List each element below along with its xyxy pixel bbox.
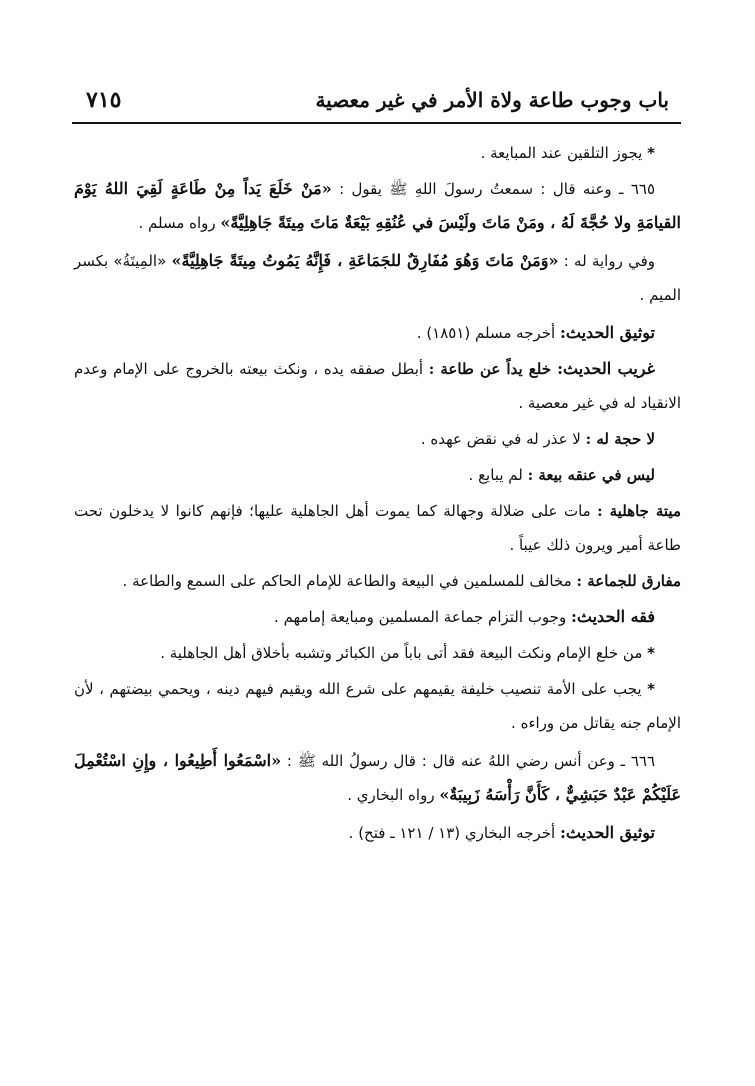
- paragraph-text: يجب على الأمة تنصيب خليفة يقيمهم على شرع الله ويقيم فيهم دينه ، ويحمي بيضتهم ، لأن الإمام جنه يقاتل من وراءه .: [74, 680, 681, 732]
- glossary-term: لا حجة له :: [585, 430, 655, 448]
- variant-note: «المِيتَةُ» بكسر الميم .: [74, 252, 681, 304]
- glossary-entry: [74, 422, 681, 456]
- hadith-vocabulary: [74, 352, 681, 420]
- section-heading: غريب الحديث:: [557, 359, 656, 378]
- hadith-quote: «اسْمَعُوا أَطِيعُوا ، وإِنِ اسْتُعْمِلَ عَلَيْكُمْ عَبْدٌ حَبَشِيٌّ ، كَأَنَّ رَأْسَهُ زَبِيبَةٌ»: [74, 751, 681, 804]
- bullet-paragraph: [74, 672, 681, 740]
- paragraph-text: يجوز التلقين عند المبايعة .: [480, 144, 643, 162]
- section-heading: توثيق الحديث:: [559, 323, 655, 342]
- variant-intro: وفي رواية له :: [558, 252, 655, 270]
- glossary-term: خلع يداً عن طاعة :: [428, 360, 558, 378]
- header-divider: [72, 122, 681, 124]
- hadith-source: رواه البخاري .: [347, 786, 440, 804]
- paragraph-text: أخرجه مسلم (١٨٥١) .: [416, 324, 560, 342]
- page-number: ٧١٥: [86, 87, 122, 113]
- page-header: [86, 80, 669, 120]
- glossary-entry: [74, 458, 681, 492]
- glossary-definition: أبطل صفقه يده ، ونكث بيعته بالخروج على الإمام وعدم الانقياد له في غير معصية .: [74, 360, 681, 412]
- hadith-666: [74, 744, 681, 812]
- glossary-entry: [74, 564, 681, 598]
- paragraph-text: وجوب التزام جماعة المسلمين ومبايعة إمامهم .: [274, 608, 571, 626]
- section-heading: توثيق الحديث:: [559, 823, 655, 842]
- chapter-title: باب وجوب طاعة ولاة الأمر في غير معصية: [315, 88, 669, 112]
- glossary-term: مفارق للجماعة :: [576, 572, 681, 590]
- bullet-paragraph: [74, 636, 681, 670]
- bullet-star: *: [647, 144, 655, 162]
- paragraph-text: أخرجه البخاري (١٣ / ١٢١ ـ فتح) .: [348, 824, 560, 842]
- glossary-term: ميتة جاهلية :: [597, 502, 681, 520]
- paragraph-text: من خلع الإمام ونكث البيعة فقد أتى باباً من الكبائر وتشبه بأخلاق أهل الجاهلية .: [160, 644, 643, 662]
- section-heading: فقه الحديث:: [570, 607, 655, 626]
- hadith-quote: «مَنْ خَلَعَ يَداً مِنْ طَاعَةٍ لَقِيَ اللهُ يَوْمَ القيامَةِ ولا حُجَّةَ لَهُ ، ومَنْ مَاتَ ولَيْسَ في عُنُقِهِ بَيْعَةٌ مَاتَ مِيتَةً جَاهِلِيَّةً»: [74, 179, 681, 232]
- hadith-intro: ٦٦٥ ـ وعنه قال : سمعتُ رسولَ اللهِ ﷺ يقول :: [331, 180, 655, 198]
- glossary-definition: لم يبايع .: [468, 466, 528, 484]
- glossary-definition: مخالف للمسلمين في البيعة والطاعة للإمام الحاكم على السمع والطاعة .: [122, 572, 577, 590]
- glossary-entry: [74, 494, 681, 562]
- hadith-source: رواه مسلم .: [138, 214, 221, 232]
- hadith-documentation: [74, 816, 681, 850]
- hadith-665-variant: [74, 244, 681, 312]
- hadith-jurisprudence: [74, 600, 681, 634]
- glossary-term: ليس في عنقه بيعة :: [527, 466, 655, 484]
- hadith-intro: ٦٦٦ ـ وعن أنس رضي اللهُ عنه قال : قال رسولُ الله ﷺ :: [281, 752, 655, 770]
- glossary-definition: لا عذر له في نقض عهده .: [420, 430, 586, 448]
- hadith-documentation: [74, 316, 681, 350]
- glossary-definition: مات على ضلالة وجهالة كما يموت أهل الجاهلية عليها؛ فإنهم كانوا لا يدخلون تحت طاعة أمير ويرون ذلك عيباً .: [74, 502, 681, 554]
- bullet-star: *: [647, 644, 655, 662]
- hadith-665: [74, 172, 681, 240]
- page-body: [74, 136, 681, 854]
- bullet-paragraph: [74, 136, 681, 170]
- variant-quote: «وَمَنْ مَاتَ وَهُوَ مُفَارِقٌ للجَمَاعَةِ ، فَإِنَّهُ يَمُوتُ مِيتَةً جَاهِلِيَّةً»: [171, 251, 559, 270]
- bullet-star: *: [647, 680, 655, 698]
